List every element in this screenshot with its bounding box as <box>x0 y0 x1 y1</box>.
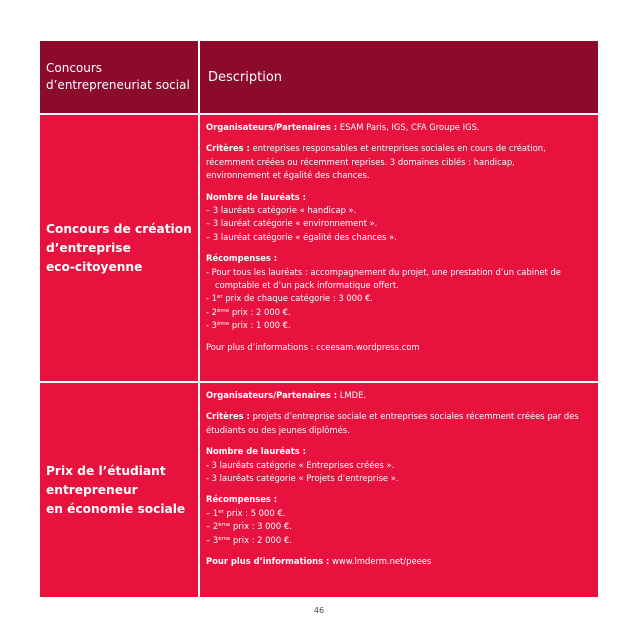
header-competition-line2: d’entrepreneuriat social <box>46 78 190 92</box>
competition-name <box>40 115 198 381</box>
competition-name-line: Concours de création <box>46 221 192 236</box>
organizers <box>206 389 594 402</box>
competition-name-line: Prix de l’étudiant <box>46 463 166 478</box>
prize-amount: prix : 2 000 €. <box>229 306 291 317</box>
competitions-table <box>40 40 598 597</box>
competition-name-line: en économie sociale <box>46 501 186 516</box>
prize-rank: – 1 <box>206 507 219 518</box>
more-info: Pour plus d’informations : cceesam.wordpress.com <box>206 341 420 352</box>
criteria-label: Critères : <box>206 411 250 422</box>
criteria-text: environnement et égalité des chances. <box>206 170 370 181</box>
rewards-label: Récompenses : <box>206 253 278 264</box>
laureates-label: Nombre de lauréats : <box>206 191 307 202</box>
more-info-label: Pour plus d’informations : <box>206 556 330 567</box>
prize-rank: – 3 <box>206 534 219 545</box>
laureate-item: – 3 lauréat catégorie « environnement ». <box>206 218 378 229</box>
criteria <box>206 142 594 155</box>
table-row <box>40 383 598 597</box>
prize-amount: prix : 5 000 €. <box>223 507 286 518</box>
competition-description <box>200 115 598 381</box>
criteria-text: projets d’entreprise sociale et entreprises sociales récemment créées par des <box>249 411 579 422</box>
competition-name-line: d’entreprise <box>46 240 131 255</box>
prize-suffix: ème <box>218 522 231 529</box>
organizers-label: Organisateurs/Partenaires : <box>206 122 338 132</box>
prize-item <box>206 534 594 547</box>
more-info <box>206 555 594 568</box>
criteria-label: Critères : <box>206 143 250 154</box>
rewards-label: Récompenses : <box>206 494 278 505</box>
reward-item: comptable et d’un pack informatique offert. <box>215 280 399 291</box>
prize-item <box>206 306 594 319</box>
organizers <box>206 121 594 134</box>
laureate-item: - 3 lauréats catégorie « Projets d’entreprise ». <box>206 473 399 484</box>
prize-item <box>206 292 594 305</box>
more-info-link[interactable]: www.lmderm.net/peees <box>329 556 432 567</box>
laureate-item: – 3 lauréats catégorie « handicap ». <box>206 205 357 216</box>
prize-amount: prix : 2 000 €. <box>230 534 292 545</box>
prize-suffix: ème <box>217 321 230 328</box>
criteria-text: entreprises responsables et entreprises sociales en cours de création, <box>249 143 546 154</box>
header-competition-line1: Concours <box>46 61 103 75</box>
header-competition <box>40 41 198 113</box>
laureate-item: – 3 lauréat catégorie « égalité des chances ». <box>206 231 397 242</box>
prize-amount: prix de chaque catégorie : 3 000 €. <box>222 293 373 304</box>
prize-suffix: ème <box>217 307 230 314</box>
prize-amount: prix : 3 000 €. <box>230 521 292 532</box>
prize-rank: - 3 <box>206 320 218 331</box>
prize-suffix: ème <box>218 535 231 542</box>
competition-name-line: eco-citoyenne <box>46 259 143 274</box>
prize-amount: prix : 1 000 €. <box>229 320 291 331</box>
reward-item: - Pour tous les lauréats : accompagnement du projet, une prestation d’un cabinet de <box>206 266 561 277</box>
laureate-item: - 3 lauréats catégorie « Entreprises créées ». <box>206 459 395 470</box>
criteria <box>206 410 594 423</box>
table-header <box>40 41 598 113</box>
criteria-text: récemment créées ou récemment reprises. 3 domaines ciblés : handicap, <box>206 156 515 167</box>
prize-item <box>206 520 594 533</box>
header-description-label: Description <box>208 69 283 85</box>
page-number: 46 <box>313 606 325 615</box>
prize-rank: – 2 <box>206 521 219 532</box>
competition-description <box>200 383 598 597</box>
laureates-label: Nombre de lauréats : <box>206 446 307 457</box>
competition-name <box>40 383 198 597</box>
criteria-text: étudiants ou des jeunes diplômés. <box>206 424 350 435</box>
prize-rank: - 1 <box>206 293 218 304</box>
competition-name-line: entrepreneur <box>46 482 138 497</box>
organizers-value: ESAM Paris, IGS, CFA Groupe IGS. <box>337 122 480 132</box>
prize-item <box>206 319 594 332</box>
prize-suffix: er <box>217 294 223 301</box>
header-description <box>200 41 598 113</box>
organizers-label: Organisateurs/Partenaires : <box>206 390 338 400</box>
prize-suffix: er <box>218 508 224 515</box>
prize-rank: - 2 <box>206 306 218 317</box>
organizers-value: LMDE. <box>337 390 367 400</box>
prize-item <box>206 507 594 520</box>
table-row <box>40 115 598 381</box>
